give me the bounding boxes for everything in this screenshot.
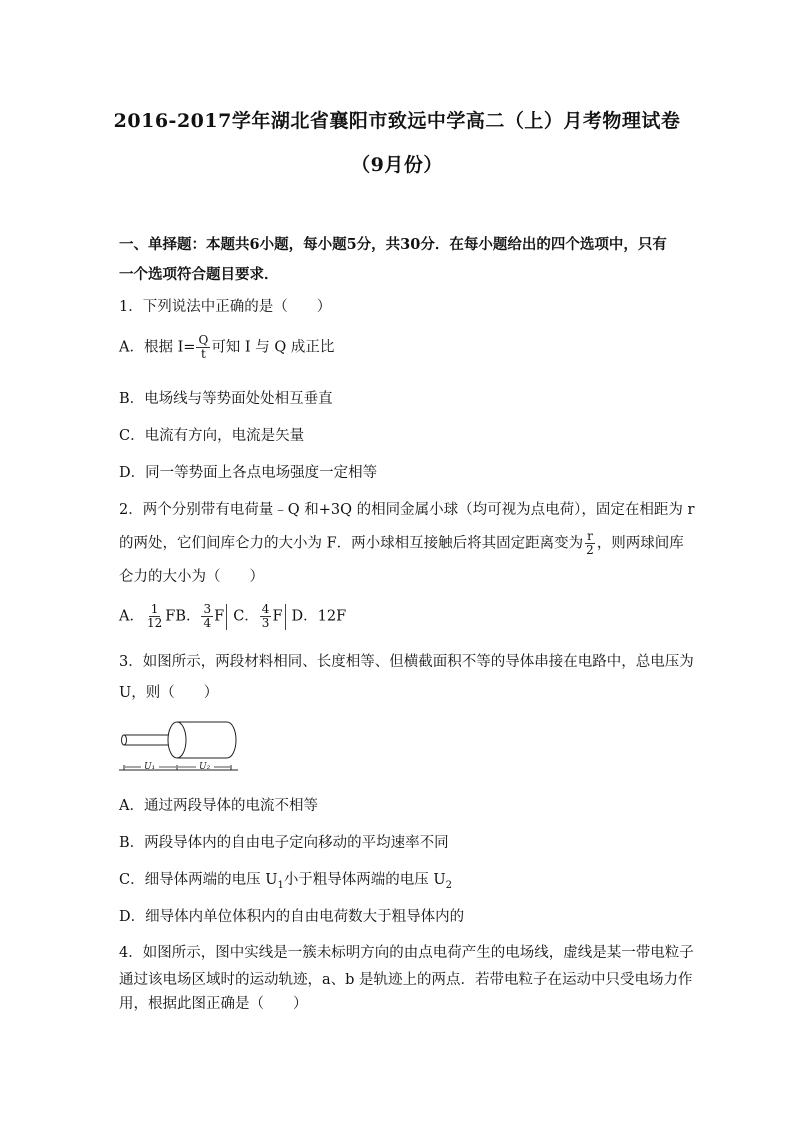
exam-subtitle: （9月份） [351,154,443,176]
label-u2: U₂ [199,762,211,772]
q1-stem: 1．下列说法中正确的是（ ） [119,299,332,315]
q3-stem-line1: 3．如图所示，两段材料相同、长度相等、但横截面积不等的导体串接在电路中，总电压为 [119,654,694,670]
q2-option-b-numerator: 3 [203,602,212,616]
q1-option-c: C．电流有方向，电流是矢量 [119,428,305,444]
q1-option-a [119,334,334,361]
q1-fraction-numerator: Q [198,333,209,347]
q1-formula-fraction [196,334,210,361]
q3-stem-line2: U，则（ ） [119,685,219,701]
q3-option-c-mid: 小于粗导体两端的电压 U [283,872,446,888]
divider-bar [285,604,286,630]
q1-option-b: B．电场线与等势面处处相互垂直 [119,391,333,407]
q2-option-a-label: A． [119,608,144,625]
q2-stem-line2 [119,530,684,557]
q2-option-c-numerator: 4 [261,602,270,616]
section-heading-line2: 一个选项符合题目要求． [119,266,279,283]
q2-stem-line2-b: ，则两球间库 [596,535,684,552]
q2-options [119,603,346,630]
q2-option-d: D．12F [291,608,347,625]
thin-conductor-end [122,735,127,745]
q4-stem-line3: 用，根据此图正确是（ ） [119,996,308,1012]
q2-option-c-label: C． [233,608,259,625]
thick-conductor-end [168,722,186,758]
conductor-figure [119,714,241,774]
q2-distance-denominator: 2 [586,543,594,557]
q3-option-c-prefix: C．细导体两端的电压 U [119,872,278,888]
q3-option-c [119,868,452,891]
q2-option-b-suffix: F [214,608,225,625]
q2-stem-line3: 仑力的大小为（ ） [119,569,264,585]
q1-option-d: D．同一等势面上各点电场强度一定相等 [119,465,378,481]
label-u1: U₁ [144,762,156,772]
q2-option-c-fraction [260,603,272,630]
q3-option-c-sub1: 1 [277,879,284,891]
q4-stem-line1: 4．如图所示，图中实线是一簇未标明方向的由点电荷产生的电场线，虚线是某一带电粒子 [119,945,694,961]
q3-option-d: D．细导体内单位体积内的自由电荷数大于粗导体内的 [119,909,465,925]
section-heading-line1: 一、单择题：本题共6小题，每小题5分，共30分．在每小题给出的四个选项中，只有 [119,236,667,253]
q2-option-b-fraction [201,603,213,630]
q2-option-c-denominator: 3 [261,616,270,630]
q2-stem-line2-a: 的两处，它们间库仑力的大小为 F．两小球相互接触后将其固定距离变为 [119,535,584,552]
q2-option-a-suffix: F [165,608,176,625]
q1-option-a-prefix: A．根据 I= [119,339,196,356]
q3-option-b: B．两段导体内的自由电子定向移动的平均速率不同 [119,835,449,851]
q4-stem-line2: 通过该电场区域时的运动轨迹，a、b 是轨迹上的两点．若带电粒子在运动中只受电场力作 [119,972,693,988]
q1-fraction-denominator: t [200,347,206,361]
q2-option-a-denominator: 12 [146,616,163,630]
exam-title: 2016-2017学年湖北省襄阳市致远中学高二（上）月考物理试卷 [113,110,681,132]
q2-option-b-label: B． [175,608,201,625]
q2-stem-line1: 2．两个分别带有电荷量﹣Q 和+3Q 的相同金属小球（均可视为点电荷），固定在相距为 r [119,502,695,518]
q2-option-a-numerator: 1 [150,602,159,616]
q3-option-c-sub2: 2 [445,879,453,891]
q2-option-c-suffix: F [272,608,283,625]
q2-distance-numerator: r [587,529,593,543]
q2-option-a-fraction [145,603,164,630]
q2-distance-fraction [584,530,596,557]
divider-bar [226,604,227,630]
q3-option-a: A．通过两段导体的电流不相等 [119,798,318,814]
q1-option-a-suffix: 可知 I 与 Q 成正比 [211,339,335,356]
q2-option-b-denominator: 4 [203,616,212,630]
